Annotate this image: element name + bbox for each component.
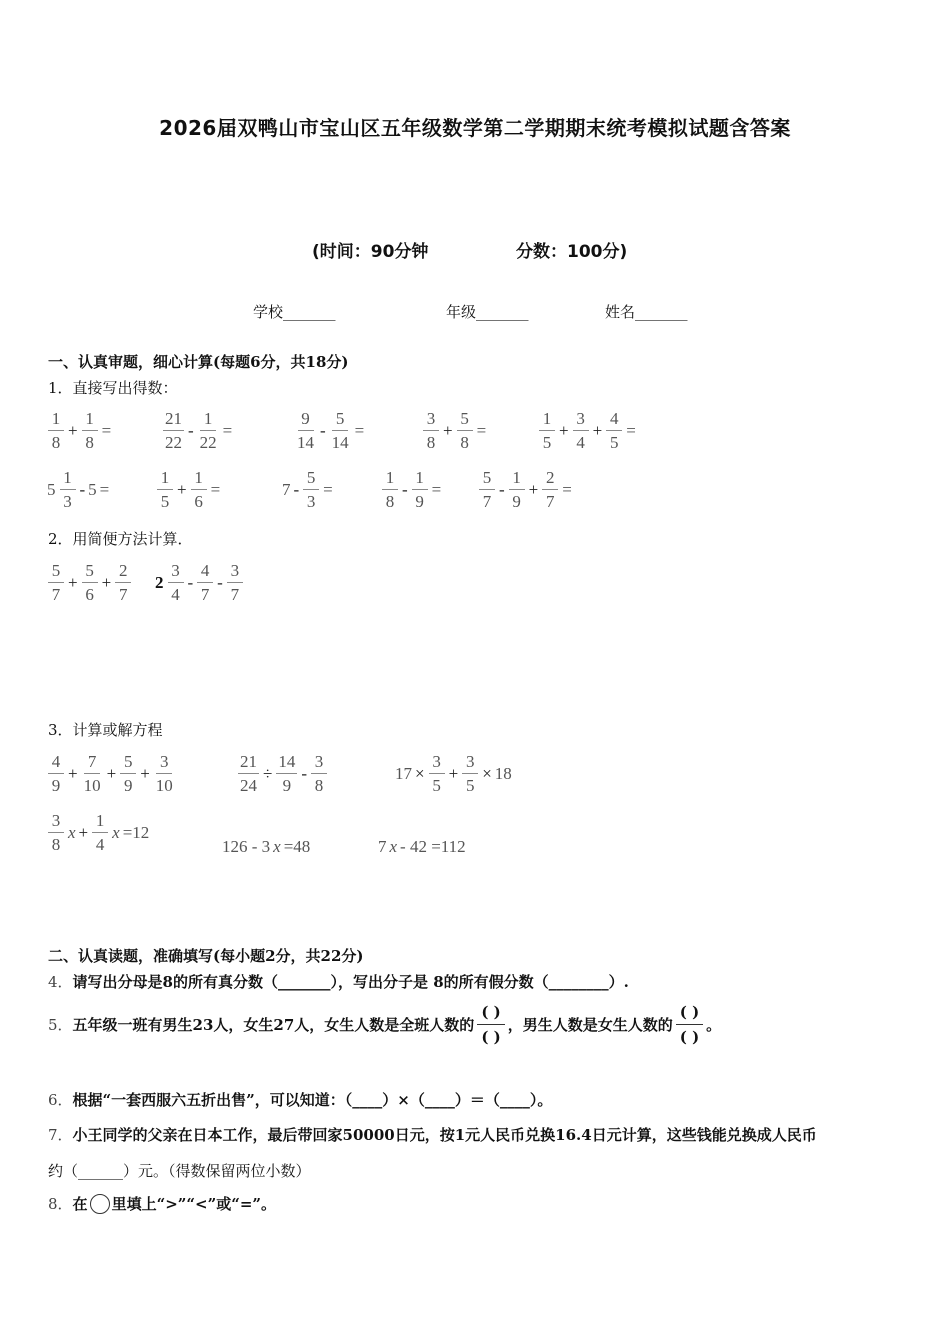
q1-r2-expr5: $\frac{5}{7}$ - $\frac{1}{9}$ + $\frac{2}{7}$ =	[478, 469, 572, 510]
q1-r1-expr1: $\frac{1}{8}$ + $\frac{1}{8}$ =	[47, 410, 111, 451]
q3-expr3: 17 × $\frac{3}{5}$ + $\frac{3}{5}$ × 18	[395, 752, 512, 795]
time-limit: (时间：90分钟	[312, 242, 429, 262]
circle-icon	[90, 1194, 110, 1214]
question-7-line2: 约（______）元。（得数保留两位小数）	[48, 1162, 311, 1180]
question-7-line1: 7．小王同学的父亲在日本工作，最后带回家50000日元，按1元人民币兑换16.4日元计算，这些钱能兑换成人民币	[48, 1126, 817, 1144]
q5-answer-blank1[interactable]: $\frac{( )}{( )}$	[477, 1003, 504, 1046]
q3-equation2: 126 - 3 x =48	[222, 837, 311, 856]
total-score: 分数：100分)	[516, 242, 628, 262]
q1-r2-expr4: $\frac{1}{8}$ - $\frac{1}{9}$ =	[381, 469, 441, 510]
q1-r1-expr5: $\frac{1}{5}$ + $\frac{3}{4}$ + $\frac{4}{5}$ =	[538, 410, 636, 451]
q3-equation3: 7 x - 42 =112	[378, 837, 466, 856]
section2-heading: 二、认真读题，准确填写(每小题2分，共22分)	[48, 947, 364, 965]
q2-label: 2．用简便方法计算．	[48, 530, 193, 548]
q1-r1-expr3: $\frac{9}{14}$ - $\frac{5}{14}$ =	[297, 409, 365, 452]
q1-r2-expr2: $\frac{1}{5}$ + $\frac{1}{6}$ =	[156, 469, 220, 510]
q1-label: 1．直接写出得数：	[48, 379, 178, 397]
school-field[interactable]: 学校_______	[253, 303, 336, 321]
q3-expr2: $\frac{21}{24}$ ÷ $\frac{14}{9}$ - $\frac{3}{8}$	[237, 753, 328, 794]
q1-r1-expr2: $\frac{21}{22}$ - $\frac{1}{22}$ =	[165, 409, 233, 452]
q1-r2-expr1: 5 $\frac{1}{3}$ - 5 =	[47, 468, 110, 511]
q1-r2-expr3: 7 - $\frac{5}{3}$ =	[282, 468, 333, 511]
q5-answer-blank2[interactable]: $\frac{( )}{( )}$	[676, 1003, 703, 1046]
question-4: 4．请写出分母是8的所有真分数（_______），写出分子是 8的所有假分数（________）.	[48, 973, 629, 991]
name-field[interactable]: 姓名_______	[605, 303, 688, 321]
document-title: 2026届双鸭山市宝山区五年级数学第二学期期末统考模拟试题含答案	[159, 116, 791, 140]
question-8: 8． 在 里填上“>”“<”或“=”。	[48, 1195, 277, 1213]
q1-r1-expr4: $\frac{3}{8}$ + $\frac{5}{8}$ =	[422, 410, 486, 451]
q3-equation1: $\frac{3}{8}$ x + $\frac{1}{4}$ x =12	[47, 812, 149, 853]
section1-heading: 一、认真审题，细心计算(每题6分，共18分)	[48, 353, 349, 371]
question-6: 6．根据“一套西服六五折出售”，可以知道：（____）×（____）＝（____）。	[48, 1091, 553, 1109]
grade-field[interactable]: 年级_______	[446, 303, 529, 321]
q3-expr1: $\frac{4}{9}$ + $\frac{7}{10}$ + $\frac{5}{9}$ + $\frac{3}{10}$	[47, 753, 176, 794]
q3-label: 3．计算或解方程	[48, 721, 163, 739]
question-5: 5． 五年级一班有男生23人，女生27人，女生人数是全班人数的 $\frac{( )}{( )}$ ，男生人数是女生人数的 $\frac{( )}{( )}$ 。	[48, 1003, 722, 1046]
q2-expr2: 2 $\frac{3}{4}$ - $\frac{4}{7}$ - $\frac{3}{7}$	[155, 562, 244, 603]
q2-expr1: $\frac{5}{7}$ + $\frac{5}{6}$ + $\frac{2}{7}$	[47, 562, 132, 603]
